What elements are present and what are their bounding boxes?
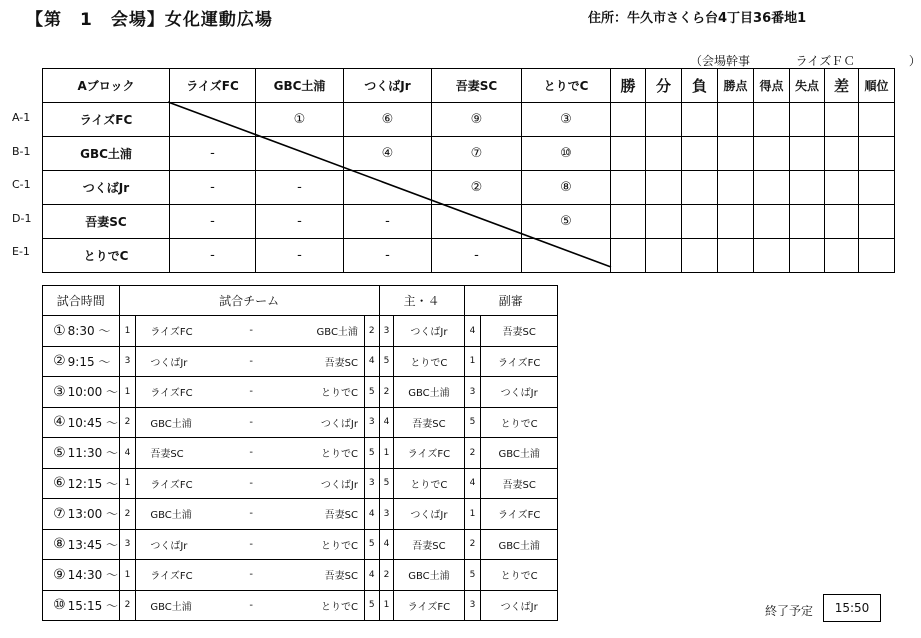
match-time: 13:45 ～ (68, 529, 119, 560)
team-header: 吾妻SC (432, 69, 522, 103)
stat-cell[interactable] (859, 205, 895, 239)
versus-dash: - (232, 560, 270, 591)
match-number: ① (43, 316, 68, 347)
team-a-number: 2 (119, 590, 136, 621)
main-referee-team: つくばJr (394, 316, 464, 347)
team-a: ライズFC (136, 560, 232, 591)
match-header: 試合チーム (119, 286, 379, 316)
match-number: ⑤ (43, 438, 68, 469)
main-referee-number: 4 (379, 407, 394, 438)
team-b-number: 2 (364, 316, 379, 347)
schedule-row (43, 560, 558, 591)
match-time: 13:00 ～ (68, 499, 119, 530)
match-cell: ② (432, 171, 522, 205)
versus-dash: - (232, 316, 270, 347)
stat-header-draws: 分 (646, 69, 682, 103)
league-header-row (43, 69, 895, 103)
schedule-row (43, 590, 558, 621)
schedule-header-row (43, 286, 558, 316)
team-a: GBC土浦 (136, 590, 232, 621)
sub-referee-number: 1 (464, 346, 481, 377)
stat-cell[interactable] (682, 103, 718, 137)
match-cell: - (170, 137, 256, 171)
versus-dash: - (232, 407, 270, 438)
venue-address: 住所：牛久市さくら台4丁目36番地1 (588, 11, 807, 26)
team-b: つくばJr (270, 468, 364, 499)
main-referee-number: 1 (379, 438, 394, 469)
match-number: ④ (43, 407, 68, 438)
match-cell: ① (256, 103, 344, 137)
stat-header-wins: 勝 (611, 69, 646, 103)
team-header: ライズFC (170, 69, 256, 103)
team-b-number: 4 (364, 560, 379, 591)
schedule-row (43, 499, 558, 530)
league-row-label: D-1 (12, 211, 32, 225)
stat-cell[interactable] (611, 171, 646, 205)
match-cell: - (344, 239, 432, 273)
team-b: GBC土浦 (270, 316, 364, 347)
match-cell: ③ (522, 103, 611, 137)
sub-referee-number: 5 (464, 560, 481, 591)
match-cell: - (170, 205, 256, 239)
match-time: 12:15 ～ (68, 468, 119, 499)
sub-referee-team: 吾妻SC (481, 316, 558, 347)
sub-referee-number: 3 (464, 590, 481, 621)
stat-cell[interactable] (754, 137, 790, 171)
stat-cell[interactable] (646, 103, 682, 137)
match-number: ⑧ (43, 529, 68, 560)
stat-header-losses: 負 (682, 69, 718, 103)
team-header: とりでC (522, 69, 611, 103)
match-number: ③ (43, 377, 68, 408)
match-time: 10:00 ～ (68, 377, 119, 408)
schedule-row (43, 407, 558, 438)
match-cell: ⑥ (344, 103, 432, 137)
page-title: 【第 1 会場】女化運動広場 (26, 10, 273, 30)
match-time: 10:45 ～ (68, 407, 119, 438)
main-referee-team: とりでC (394, 346, 464, 377)
versus-dash: - (232, 590, 270, 621)
schedule-row (43, 529, 558, 560)
versus-dash: - (232, 499, 270, 530)
sub-referee-team: とりでC (481, 407, 558, 438)
venue-manager (690, 52, 921, 69)
stat-cell[interactable] (754, 239, 790, 273)
main-referee-number: 2 (379, 560, 394, 591)
stat-cell[interactable] (790, 137, 825, 171)
stat-cell[interactable] (611, 137, 646, 171)
stat-cell[interactable] (682, 137, 718, 171)
stat-cell[interactable] (611, 103, 646, 137)
main-referee-header: 主・４ (379, 286, 464, 316)
team-a-number: 1 (119, 560, 136, 591)
sub-referee-number: 3 (464, 377, 481, 408)
schedule-row (43, 377, 558, 408)
stat-cell[interactable] (611, 205, 646, 239)
sub-referee-number: 1 (464, 499, 481, 530)
match-cell: ④ (344, 137, 432, 171)
sub-referee-team: つくばJr (481, 590, 558, 621)
team-a-number: 4 (119, 438, 136, 469)
team-b: 吾妻SC (270, 346, 364, 377)
team-b: 吾妻SC (270, 560, 364, 591)
main-referee-team: 吾妻SC (394, 407, 464, 438)
sub-referee-team: 吾妻SC (481, 468, 558, 499)
sub-referee-number: 2 (464, 438, 481, 469)
match-number: ⑩ (43, 590, 68, 621)
league-row-team: ライズFC (43, 103, 170, 137)
team-a: 吾妻SC (136, 438, 232, 469)
stat-cell[interactable] (859, 239, 895, 273)
stat-cell[interactable] (790, 171, 825, 205)
end-time: 15:50 (823, 594, 881, 622)
stat-cell[interactable] (754, 103, 790, 137)
match-cell: - (256, 205, 344, 239)
stat-cell[interactable] (646, 171, 682, 205)
main-referee-number: 3 (379, 499, 394, 530)
stat-cell[interactable] (718, 205, 754, 239)
sub-referee-number: 4 (464, 316, 481, 347)
team-b-number: 5 (364, 590, 379, 621)
stat-cell[interactable] (682, 171, 718, 205)
stat-cell[interactable] (859, 103, 895, 137)
match-number: ⑨ (43, 560, 68, 591)
main-referee-team: GBC土浦 (394, 560, 464, 591)
main-referee-number: 3 (379, 316, 394, 347)
match-cell: - (170, 171, 256, 205)
end-label: 終了予定 (765, 604, 814, 618)
diagonal-line (168, 102, 612, 268)
match-cell: - (256, 239, 344, 273)
stat-cell[interactable] (790, 205, 825, 239)
team-b: 吾妻SC (270, 499, 364, 530)
stat-cell[interactable] (859, 137, 895, 171)
stat-cell[interactable] (646, 239, 682, 273)
team-b-number: 3 (364, 468, 379, 499)
versus-dash: - (232, 438, 270, 469)
sub-referee-number: 4 (464, 468, 481, 499)
versus-dash: - (232, 377, 270, 408)
match-number: ⑦ (43, 499, 68, 530)
match-cell: - (432, 239, 522, 273)
stat-cell[interactable] (718, 239, 754, 273)
team-a: つくばJr (136, 346, 232, 377)
stat-cell[interactable] (754, 205, 790, 239)
main-referee-team: GBC土浦 (394, 377, 464, 408)
match-time: 15:15 ～ (68, 590, 119, 621)
stat-cell[interactable] (859, 171, 895, 205)
stat-cell[interactable] (718, 137, 754, 171)
team-b: つくばJr (270, 407, 364, 438)
venue-manager-name: ライズＦＣ (795, 54, 856, 68)
main-referee-number: 1 (379, 590, 394, 621)
stat-cell[interactable] (682, 239, 718, 273)
sub-referee-team: ライズFC (481, 346, 558, 377)
match-cell: ⑨ (432, 103, 522, 137)
venue-manager-open: （会場幹事 (690, 54, 751, 68)
team-b: とりでC (270, 377, 364, 408)
match-cell: ⑩ (522, 137, 611, 171)
team-b: とりでC (270, 529, 364, 560)
main-referee-team: 吾妻SC (394, 529, 464, 560)
league-row-team: つくばJr (43, 171, 170, 205)
team-b: とりでC (270, 438, 364, 469)
match-cell: - (344, 205, 432, 239)
league-row-team: とりでC (43, 239, 170, 273)
team-b-number: 4 (364, 499, 379, 530)
main-referee-team: ライズFC (394, 438, 464, 469)
main-referee-number: 2 (379, 377, 394, 408)
versus-dash: - (232, 468, 270, 499)
league-row-team: GBC土浦 (43, 137, 170, 171)
sub-referee-header: 副審 (464, 286, 557, 316)
main-referee-number: 5 (379, 346, 394, 377)
time-header: 試合時間 (43, 286, 120, 316)
team-a-number: 2 (119, 499, 136, 530)
stat-header-goals-for: 得点 (754, 69, 790, 103)
stat-cell[interactable] (754, 171, 790, 205)
stat-cell[interactable] (825, 171, 859, 205)
match-cell: ⑦ (432, 137, 522, 171)
sub-referee-team: ライズFC (481, 499, 558, 530)
match-number: ② (43, 346, 68, 377)
team-a: ライズFC (136, 316, 232, 347)
team-b-number: 5 (364, 438, 379, 469)
versus-dash: - (232, 529, 270, 560)
league-row-label: E-1 (12, 245, 30, 259)
team-b-number: 5 (364, 377, 379, 408)
league-row-label: B-1 (12, 144, 31, 158)
sub-referee-team: つくばJr (481, 377, 558, 408)
schedule-row (43, 438, 558, 469)
team-a-number: 3 (119, 529, 136, 560)
stat-cell[interactable] (825, 239, 859, 273)
match-cell: - (256, 171, 344, 205)
stat-cell[interactable] (682, 205, 718, 239)
match-time: 8:30 ～ (68, 316, 119, 347)
schedule-row (43, 468, 558, 499)
sub-referee-team: GBC土浦 (481, 438, 558, 469)
team-a: GBC土浦 (136, 407, 232, 438)
sub-referee-number: 2 (464, 529, 481, 560)
team-b-number: 4 (364, 346, 379, 377)
main-referee-number: 4 (379, 529, 394, 560)
stat-cell[interactable] (790, 239, 825, 273)
schedule-table (42, 285, 558, 621)
schedule-row (43, 346, 558, 377)
match-time: 11:30 ～ (68, 438, 119, 469)
team-a-number: 2 (119, 407, 136, 438)
team-b: とりでC (270, 590, 364, 621)
stat-cell[interactable] (646, 137, 682, 171)
main-referee-team: とりでC (394, 468, 464, 499)
match-cell: ⑧ (522, 171, 611, 205)
team-a-number: 1 (119, 468, 136, 499)
match-time: 14:30 ～ (68, 560, 119, 591)
league-row-label: C-1 (12, 178, 31, 192)
match-cell: ⑤ (522, 205, 611, 239)
team-a: つくばJr (136, 529, 232, 560)
team-b-number: 3 (364, 407, 379, 438)
match-time: 9:15 ～ (68, 346, 119, 377)
stat-cell[interactable] (790, 103, 825, 137)
team-a-number: 1 (119, 377, 136, 408)
team-a: GBC土浦 (136, 499, 232, 530)
versus-dash: - (232, 346, 270, 377)
team-a: ライズFC (136, 468, 232, 499)
schedule-row (43, 316, 558, 347)
block-name: Aブロック (43, 69, 170, 103)
stat-cell[interactable] (825, 205, 859, 239)
stat-cell[interactable] (718, 103, 754, 137)
stat-cell[interactable] (611, 239, 646, 273)
main-referee-number: 5 (379, 468, 394, 499)
main-referee-team: ライズFC (394, 590, 464, 621)
stat-cell[interactable] (646, 205, 682, 239)
sub-referee-team: とりでC (481, 560, 558, 591)
match-cell: - (170, 239, 256, 273)
stat-cell[interactable] (718, 171, 754, 205)
league-row-label: A-1 (12, 111, 31, 124)
team-a: ライズFC (136, 377, 232, 408)
stat-header-rank: 順位 (859, 69, 895, 103)
main-referee-team: つくばJr (394, 499, 464, 530)
sub-referee-number: 5 (464, 407, 481, 438)
team-header: GBC土浦 (256, 69, 344, 103)
venue-manager-close: ） (908, 54, 921, 68)
stat-cell[interactable] (825, 137, 859, 171)
stat-header-goals-against: 失点 (790, 69, 825, 103)
stat-cell[interactable] (825, 103, 859, 137)
team-b-number: 5 (364, 529, 379, 560)
team-a-number: 1 (119, 316, 136, 347)
team-a-number: 3 (119, 346, 136, 377)
stat-header-goal-diff: 差 (825, 69, 859, 103)
team-header: つくばJr (344, 69, 432, 103)
stat-header-points: 勝点 (718, 69, 754, 103)
match-number: ⑥ (43, 468, 68, 499)
sub-referee-team: GBC土浦 (481, 529, 558, 560)
league-row-team: 吾妻SC (43, 205, 170, 239)
